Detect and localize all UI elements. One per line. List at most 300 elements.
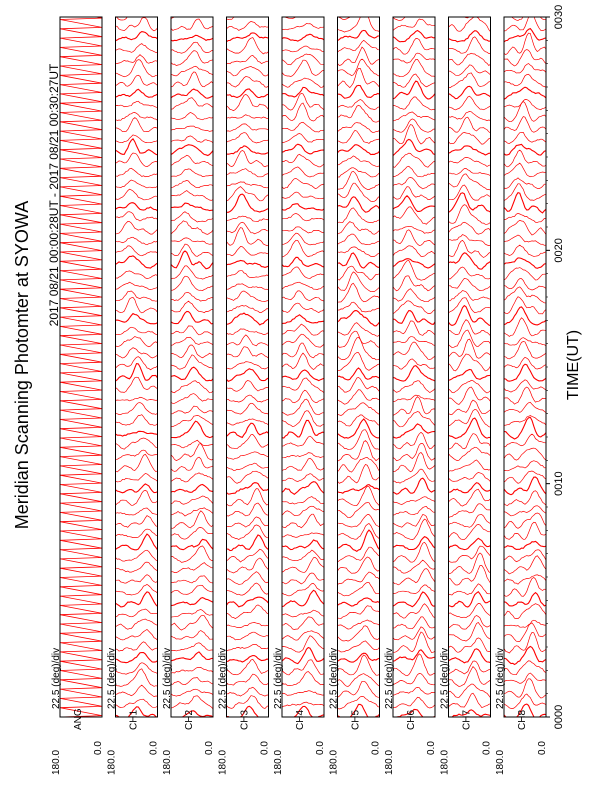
scan-profile	[393, 697, 435, 708]
scan-profile	[171, 13, 213, 19]
scan-profile	[282, 12, 324, 19]
panels-group	[51, 0, 548, 775]
scan-profile	[504, 287, 546, 303]
scan-profile	[227, 306, 269, 313]
scan-profile	[171, 496, 213, 504]
scan-profile	[171, 421, 213, 437]
panel-traces	[282, 0, 324, 719]
scan-profile	[227, 124, 269, 131]
scan-profile	[227, 623, 269, 628]
time-tick-label: 0020	[553, 238, 565, 263]
scan-profile	[282, 334, 324, 347]
scan-profile	[393, 81, 435, 99]
scan-profile	[171, 539, 213, 549]
scan-profile	[116, 584, 158, 595]
scan-profile	[338, 234, 380, 245]
scan-profile	[338, 458, 380, 473]
scan-profile	[449, 253, 491, 269]
scan-profile	[338, 620, 380, 629]
scan-profile	[449, 53, 491, 65]
scan-profile	[227, 0, 269, 7]
scan-profile	[171, 337, 213, 345]
scan-profile	[282, 550, 324, 561]
scan-profile	[338, 415, 380, 426]
scan-profile	[504, 550, 546, 562]
scan-profile	[227, 525, 269, 540]
scan-profile	[227, 182, 269, 188]
scan-profile	[227, 21, 269, 30]
scan-profile	[171, 89, 213, 98]
scan-profile	[116, 7, 158, 20]
scan-profile	[449, 684, 491, 698]
scan-profile	[393, 506, 435, 515]
time-tick-label: 0030	[553, 4, 565, 30]
scan-profile	[227, 115, 269, 119]
scan-profile	[393, 125, 435, 145]
scan-profile	[116, 135, 158, 143]
scan-profile	[227, 247, 269, 256]
scan-profile	[504, 673, 546, 683]
scan-profile	[116, 562, 158, 572]
panel-ytick-top: 180.0	[384, 749, 395, 775]
scan-profile	[282, 573, 324, 584]
panel-ytick-bottom: 0.0	[259, 741, 271, 755]
scan-profile	[171, 381, 213, 393]
scan-profile	[227, 194, 269, 212]
scan-profile	[504, 220, 546, 235]
scan-profile	[227, 435, 269, 449]
scan-profile	[504, 279, 546, 290]
scan-profile	[116, 75, 158, 86]
scan-profile	[504, 0, 546, 8]
scan-profile	[171, 266, 213, 279]
scan-profile	[282, 233, 324, 245]
scan-profile	[171, 415, 213, 426]
scan-profile	[116, 642, 158, 651]
panel-channel-label: CH5	[350, 709, 362, 730]
scan-profile	[171, 367, 213, 381]
scan-profile	[116, 189, 158, 200]
scan-profile	[504, 29, 546, 42]
scan-profile	[116, 484, 158, 493]
scan-profile	[338, 100, 380, 110]
scan-profile	[393, 31, 435, 42]
scan-profile	[282, 0, 324, 7]
scan-profile	[171, 394, 213, 404]
scan-profile	[116, 550, 158, 561]
scan-profile	[338, 419, 380, 438]
scan-profile	[393, 178, 435, 189]
scan-profile	[449, 291, 491, 301]
scan-profile	[227, 419, 269, 425]
scan-profile	[393, 381, 435, 393]
scan-profile	[171, 444, 213, 461]
scan-profile	[282, 390, 324, 403]
scan-profile	[504, 357, 546, 369]
scan-profile	[504, 364, 546, 381]
scan-profile	[282, 227, 324, 233]
scan-profile	[393, 569, 435, 585]
scan-profile	[282, 631, 324, 640]
scan-profile	[393, 153, 435, 167]
scan-profile	[449, 584, 491, 595]
scan-profile	[338, 337, 380, 360]
scan-profile	[504, 184, 546, 201]
scan-profile	[449, 370, 491, 381]
scan-profile	[171, 155, 213, 166]
scan-profile	[282, 497, 324, 505]
scan-profile	[171, 615, 213, 630]
panel-ytick-bottom: 0.0	[426, 741, 437, 755]
panel-frame	[449, 17, 491, 717]
scan-profile	[393, 207, 435, 225]
scan-profile	[504, 471, 546, 483]
scan-profile	[171, 72, 213, 87]
scan-profile	[338, 572, 380, 584]
scan-profile	[449, 174, 491, 190]
panel-ch8	[495, 0, 548, 775]
panel-ytick-bottom: 0.0	[481, 741, 493, 755]
scan-profile	[282, 34, 324, 41]
scan-profile	[449, 447, 491, 460]
scan-profile	[338, 253, 380, 268]
scan-profile	[338, 283, 380, 302]
scan-profile	[282, 204, 324, 210]
scan-profile	[227, 674, 269, 685]
scan-profile	[449, 566, 491, 586]
panel-frame	[116, 17, 158, 717]
scan-profile	[116, 282, 158, 289]
scan-profile	[449, 553, 491, 574]
scan-profile	[227, 483, 269, 494]
scan-profile	[282, 103, 324, 121]
scan-profile	[338, 464, 380, 483]
scan-profile	[282, 590, 324, 606]
panel-ytick-top: 180.0	[495, 749, 506, 775]
scan-profile	[282, 144, 324, 154]
scan-profile	[449, 298, 491, 313]
scan-profile	[171, 169, 213, 177]
scan-profile	[227, 583, 269, 595]
scan-profile	[282, 610, 324, 617]
panel-ytick-top: 180.0	[439, 749, 451, 775]
scan-profile	[116, 221, 158, 234]
scan-profile	[171, 42, 213, 53]
scan-profile	[171, 457, 213, 471]
scan-profile	[338, 85, 380, 98]
scan-profile	[227, 403, 269, 414]
scan-profile	[393, 226, 435, 233]
panel-traces	[60, 9, 102, 717]
scan-profile	[504, 461, 546, 471]
scan-profile	[504, 632, 546, 653]
scan-profile	[504, 522, 546, 539]
scan-profile	[227, 347, 269, 358]
panel-ch2	[162, 0, 215, 775]
scan-profile	[393, 412, 435, 427]
scan-profile	[171, 643, 213, 651]
scan-profile	[282, 514, 324, 528]
panel-traces	[504, 0, 546, 720]
scan-profile	[393, 230, 435, 246]
scan-profile	[393, 592, 435, 607]
scan-profile	[171, 326, 213, 335]
panel-ytick-bottom: 0.0	[370, 741, 382, 755]
scan-profile	[116, 101, 158, 107]
scan-profile	[504, 575, 546, 584]
scan-profile	[171, 355, 213, 369]
scan-profile	[227, 687, 269, 696]
scan-profile	[393, 342, 435, 360]
scan-profile	[282, 78, 324, 87]
scan-profile	[338, 441, 380, 462]
panel-ch3	[218, 0, 271, 775]
scan-profile	[393, 119, 435, 132]
scan-profile	[116, 403, 158, 415]
scan-profile	[393, 632, 435, 653]
scan-profile	[504, 213, 546, 222]
scan-profile	[116, 575, 158, 583]
scan-profile	[393, 259, 435, 268]
scan-profile	[393, 650, 435, 661]
scan-profile	[449, 168, 491, 175]
scan-profile	[338, 598, 380, 606]
scan-profile	[449, 222, 491, 234]
scan-profile	[449, 638, 491, 652]
scan-profile	[171, 598, 213, 606]
scan-profile	[504, 448, 546, 460]
scan-profile	[116, 0, 158, 7]
scan-profile	[116, 609, 158, 617]
panel-scale-label: 22.5 (deg)/div	[384, 647, 395, 709]
scan-profile	[171, 345, 213, 358]
panel-ch1	[107, 0, 160, 775]
scan-profile	[116, 327, 158, 335]
scan-profile	[449, 267, 491, 279]
panel-ytick-bottom: 0.0	[315, 741, 326, 755]
scan-profile	[282, 192, 324, 199]
scan-profile	[227, 261, 269, 268]
panel-ytick-top: 180.0	[106, 749, 118, 775]
panel-channel-label: CH2	[184, 709, 195, 730]
panel-ch7	[440, 0, 493, 775]
scan-profile	[227, 222, 269, 234]
scan-profile	[393, 246, 435, 257]
scan-profile	[449, 235, 491, 246]
scan-profile	[116, 337, 158, 347]
scan-profile	[449, 460, 491, 472]
scan-profile	[116, 237, 158, 245]
scan-profile	[227, 187, 269, 201]
scan-profile	[282, 240, 324, 257]
scan-profile	[227, 55, 269, 63]
scan-profile	[171, 301, 213, 313]
scan-profile	[171, 19, 213, 30]
scan-profile	[227, 362, 269, 369]
scan-profile	[338, 515, 380, 528]
scan-profile	[338, 183, 380, 201]
time-axis	[546, 5, 565, 729]
scan-profile	[227, 659, 269, 675]
scan-profile	[504, 417, 546, 439]
scan-profile	[449, 65, 491, 75]
scan-profile	[338, 696, 380, 709]
panel-ch4	[273, 0, 326, 775]
scan-profile	[393, 261, 435, 281]
scan-profile	[338, 606, 380, 619]
scan-profile	[282, 343, 324, 358]
panel-traces	[338, 0, 380, 720]
angle-trace	[60, 9, 102, 717]
scan-profile	[227, 395, 269, 402]
scan-profile	[227, 313, 269, 325]
scan-profile	[282, 458, 324, 470]
scan-profile	[282, 540, 324, 550]
scan-profile	[116, 32, 158, 41]
scan-profile	[227, 284, 269, 290]
scan-profile	[338, 208, 380, 223]
time-tick-label: 0000	[553, 704, 565, 730]
scan-profile	[171, 585, 213, 594]
scan-profile	[338, 247, 380, 257]
panel-ytick-bottom: 0.0	[537, 741, 548, 755]
scan-profile	[227, 471, 269, 483]
panel-ch5	[329, 0, 382, 775]
scan-profile	[282, 214, 324, 221]
scan-profile	[393, 139, 435, 155]
scan-profile	[227, 146, 269, 154]
panel-scale-label: 22.5 (deg)/div	[439, 647, 451, 709]
scan-profile	[449, 111, 491, 120]
scan-profile	[116, 397, 158, 401]
scan-profile	[504, 1, 546, 20]
scan-profile	[338, 123, 380, 133]
scan-profile	[116, 619, 158, 629]
scan-profile	[449, 157, 491, 166]
scan-profile	[393, 443, 435, 460]
scan-profile	[116, 348, 158, 358]
scan-profile	[393, 166, 435, 177]
panel-ytick-top: 180.0	[273, 749, 284, 775]
scan-profile	[338, 626, 380, 641]
scan-profile	[393, 196, 435, 212]
scan-profile	[171, 191, 213, 201]
scan-profile	[504, 556, 546, 574]
panel-traces	[116, 0, 158, 720]
scan-profile	[282, 636, 324, 652]
scan-profile	[282, 558, 324, 573]
scan-profile	[116, 44, 158, 53]
scan-profile	[171, 667, 213, 673]
panel-frame	[227, 17, 269, 717]
scan-profile	[116, 203, 158, 211]
scan-profile	[338, 47, 380, 65]
panel-traces	[227, 0, 269, 719]
scan-profile	[282, 411, 324, 427]
scan-profile	[449, 387, 491, 405]
scan-profile	[282, 453, 324, 458]
scan-profile	[116, 271, 158, 279]
scan-profile	[393, 453, 435, 472]
panel-scale-label: 22.5 (deg)/div	[162, 647, 173, 709]
scan-profile	[227, 329, 269, 335]
scan-profile	[449, 472, 491, 481]
scan-profile	[227, 656, 269, 663]
scan-profile	[504, 541, 546, 549]
scan-profile	[338, 222, 380, 235]
scan-profile	[282, 584, 324, 596]
scan-profile	[171, 145, 213, 156]
scan-profile	[449, 380, 491, 393]
scan-profile	[449, 31, 491, 42]
scan-profile	[116, 291, 158, 301]
scan-profile	[393, 0, 435, 8]
scan-profile	[338, 582, 380, 596]
scan-profile	[282, 282, 324, 289]
scan-profile	[449, 17, 491, 32]
panel-ytick-bottom: 0.0	[204, 741, 215, 755]
scan-profile	[504, 491, 546, 506]
scan-profile	[504, 14, 546, 31]
scan-profile	[116, 256, 158, 268]
scan-profile	[171, 678, 213, 685]
scan-profile	[171, 2, 213, 8]
scan-profile	[282, 324, 324, 335]
scan-profile	[338, 10, 380, 20]
panel-channel-label: CH3	[239, 709, 251, 730]
scan-profile	[504, 477, 546, 495]
scan-profile	[282, 660, 324, 675]
scan-profile	[282, 24, 324, 30]
scan-profile	[393, 627, 435, 640]
scan-profile	[338, 156, 380, 167]
scan-profile	[338, 68, 380, 87]
scan-profile	[227, 335, 269, 346]
scan-profile	[449, 146, 491, 155]
scan-profile	[116, 18, 158, 31]
scan-profile	[393, 478, 435, 494]
panel-scale-label: 22.5 (deg)/div	[273, 647, 284, 709]
scan-profile	[393, 432, 435, 449]
scan-profile	[171, 311, 213, 323]
panel-channel-label: CH4	[295, 709, 306, 730]
scan-profile	[171, 406, 213, 414]
scan-profile	[338, 403, 380, 416]
scan-profile	[171, 610, 213, 618]
scan-profile	[171, 546, 213, 563]
scan-profile	[449, 400, 491, 414]
scan-profile	[449, 86, 491, 98]
scan-profile	[171, 221, 213, 235]
scan-profile	[282, 291, 324, 301]
panel-traces	[171, 0, 213, 719]
scan-profile	[171, 563, 213, 573]
scan-profile	[504, 387, 546, 404]
scan-profile	[504, 33, 546, 55]
scan-profile	[116, 653, 158, 663]
scan-profile	[227, 89, 269, 98]
scan-profile	[171, 631, 213, 640]
scan-profile	[227, 632, 269, 640]
scan-profile	[227, 645, 269, 652]
scan-profile	[227, 452, 269, 460]
scan-profile	[393, 59, 435, 76]
scan-profile	[282, 353, 324, 370]
scan-profile	[171, 126, 213, 131]
scan-profile	[338, 302, 380, 312]
scan-profile	[116, 669, 158, 687]
scan-profile	[449, 515, 491, 528]
